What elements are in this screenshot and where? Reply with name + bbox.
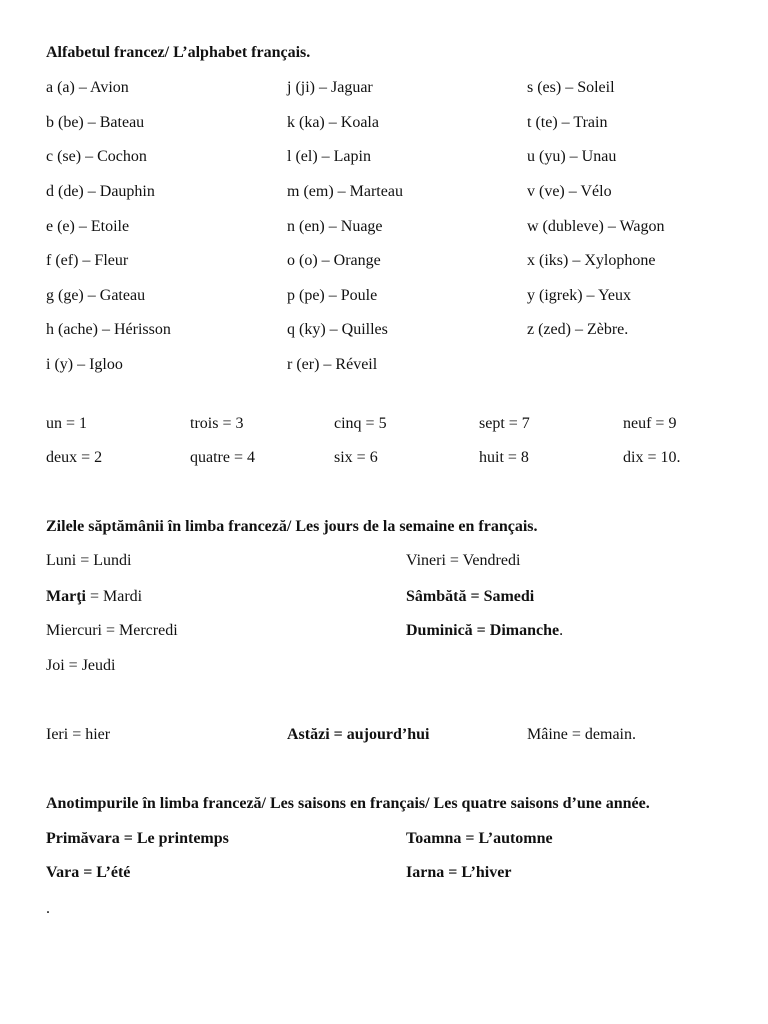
alphabet-entry: c (se) – Cochon <box>46 148 147 165</box>
number-entry: un = 1 <box>46 415 88 432</box>
number-entry: six = 6 <box>334 449 378 466</box>
number-entry: quatre = 4 <box>190 449 255 466</box>
day-entry: Miercuri = Mercredi <box>46 622 178 639</box>
alphabet-entry: x (iks) – Xylophone <box>527 252 656 269</box>
season-entry: Primăvara = Le printemps <box>46 830 229 847</box>
alphabet-entry: n (en) – Nuage <box>287 218 383 235</box>
alphabet-entry: v (ve) – Vélo <box>527 183 612 200</box>
time-entry: Ieri = hier <box>46 726 111 743</box>
alphabet-entry: h (ache) – Hérisson <box>46 321 171 338</box>
season-entry: Vara = L’été <box>46 864 131 881</box>
alphabet-entry: t (te) – Train <box>527 114 608 131</box>
day-romanian-bold: Marţi <box>46 588 86 605</box>
day-french: = Mardi <box>85 588 143 605</box>
number-entry: neuf = 9 <box>623 415 677 432</box>
number-entry: deux = 2 <box>46 449 103 466</box>
alphabet-entry: f (ef) – Fleur <box>46 252 129 269</box>
trailing-period: . <box>46 900 50 917</box>
alphabet-entry: s (es) – Soleil <box>527 79 615 96</box>
alphabet-entry: q (ky) – Quilles <box>287 321 388 338</box>
number-entry: trois = 3 <box>190 415 244 432</box>
number-entry: huit = 8 <box>479 449 529 466</box>
number-entry: sept = 7 <box>479 415 530 432</box>
time-entry: Astăzi = aujourd’hui <box>287 726 430 743</box>
season-entry: Iarna = L’hiver <box>406 864 512 881</box>
days-heading: Zilele săptămânii în limba franceză/ Les jours de la semaine en français. <box>46 518 538 535</box>
alphabet-entry: z (zed) – Zèbre. <box>527 321 629 338</box>
day-entry: Sâmbătă = Samedi <box>406 588 535 605</box>
seasons-heading: Anotimpurile în limba franceză/ Les saisons en français/ Les quatre saisons d’une année. <box>46 795 650 812</box>
alphabet-entry: i (y) – Igloo <box>46 356 123 373</box>
day-entry: Luni = Lundi <box>46 552 132 569</box>
alphabet-entry: o (o) – Orange <box>287 252 381 269</box>
day-entry <box>46 587 142 607</box>
alphabet-entry: l (el) – Lapin <box>287 148 371 165</box>
time-entry: Mâine = demain. <box>527 726 636 743</box>
day-entry <box>406 621 563 641</box>
alphabet-entry: d (de) – Dauphin <box>46 183 155 200</box>
alphabet-heading: Alfabetul francez/ L’alphabet français. <box>46 44 311 61</box>
number-entry: dix = 10. <box>623 449 681 466</box>
alphabet-entry: e (e) – Etoile <box>46 218 130 235</box>
season-entry: Toamna = L’automne <box>406 830 553 847</box>
day-entry: Vineri = Vendredi <box>406 552 521 569</box>
alphabet-entry: u (yu) – Unau <box>527 148 617 165</box>
alphabet-entry: p (pe) – Poule <box>287 287 378 304</box>
alphabet-entry: r (er) – Réveil <box>287 356 378 373</box>
alphabet-entry: a (a) – Avion <box>46 79 129 96</box>
alphabet-entry: y (igrek) – Yeux <box>527 287 631 304</box>
day-bold-text: Duminică = Dimanche <box>406 622 560 639</box>
alphabet-entry: j (ji) – Jaguar <box>287 79 373 96</box>
alphabet-entry: m (em) – Marteau <box>287 183 403 200</box>
number-entry: cinq = 5 <box>334 415 387 432</box>
alphabet-entry: k (ka) – Koala <box>287 114 379 131</box>
alphabet-entry: b (be) – Bateau <box>46 114 145 131</box>
day-entry: Joi = Jeudi <box>46 657 116 674</box>
alphabet-entry: g (ge) – Gateau <box>46 287 146 304</box>
day-period: . <box>559 622 564 639</box>
alphabet-entry: w (dubleve) – Wagon <box>527 218 665 235</box>
